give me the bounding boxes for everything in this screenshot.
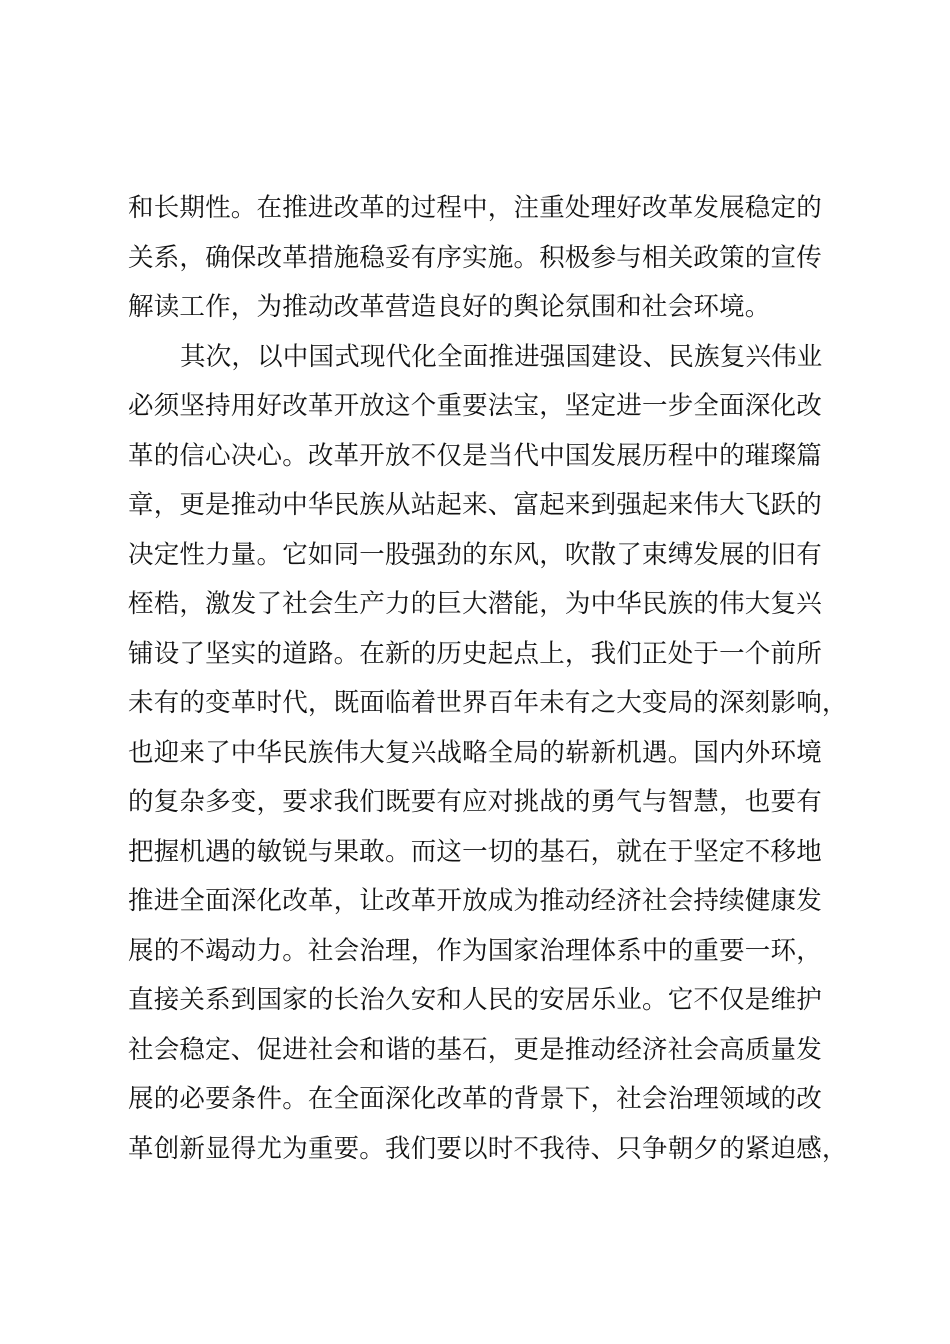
text-line: 未有的变革时代，既面临着世界百年未有之大变局的深刻影响， xyxy=(128,688,848,718)
text-line: 必须坚持用好改革开放这个重要法宝，坚定进一步全面深化改 xyxy=(128,391,822,421)
text-line: 也迎来了中华民族伟大复兴战略全局的崭新机遇。国内外环境 xyxy=(128,737,822,768)
text-line: 革创新显得尤为重要。我们要以时不我待、只争朝夕的紧迫感， xyxy=(128,1133,848,1164)
text-line: 把握机遇的敏锐与果敢。而这一切的基石，就在于坚定不移地 xyxy=(128,836,822,867)
paragraph-start-line: 其次，以中国式现代化全面推进强国建设、民族复兴伟业 xyxy=(180,341,823,372)
text-line: 革的信心决心。改革开放不仅是当代中国发展历程中的璀璨篇 xyxy=(128,440,822,471)
text-line: 推进全面深化改革，让改革开放成为推动经济社会持续健康发 xyxy=(128,886,822,916)
text-line: 展的不竭动力。社会治理，作为国家治理体系中的重要一环， xyxy=(128,935,822,966)
text-line: 直接关系到国家的长治久安和人民的安居乐业。它不仅是维护 xyxy=(128,985,822,1015)
text-line: 和长期性。在推进改革的过程中，注重处理好改革发展稳定的 xyxy=(128,193,822,223)
text-line: 展的必要条件。在全面深化改革的背景下，社会治理领域的改 xyxy=(128,1084,822,1114)
text-line: 桎梏，激发了社会生产力的巨大潜能，为中华民族的伟大复兴 xyxy=(128,589,822,619)
text-line: 关系，确保改革措施稳妥有序实施。积极参与相关政策的宣传 xyxy=(128,242,822,273)
text-line: 社会稳定、促进社会和谐的基石，更是推动经济社会高质量发 xyxy=(128,1034,822,1065)
text-line: 决定性力量。它如同一股强劲的东风，吹散了束缚发展的旧有 xyxy=(128,539,822,570)
text-line: 解读工作，为推动改革营造良好的舆论氛围和社会环境。 xyxy=(128,292,771,322)
text-line: 的复杂多变，要求我们既要有应对挑战的勇气与智慧，也要有 xyxy=(128,787,822,817)
text-line: 章，更是推动中华民族从站起来、富起来到强起来伟大飞跃的 xyxy=(128,490,822,520)
document-body xyxy=(128,184,848,1174)
text-line: 铺设了坚实的道路。在新的历史起点上，我们正处于一个前所 xyxy=(128,638,822,669)
